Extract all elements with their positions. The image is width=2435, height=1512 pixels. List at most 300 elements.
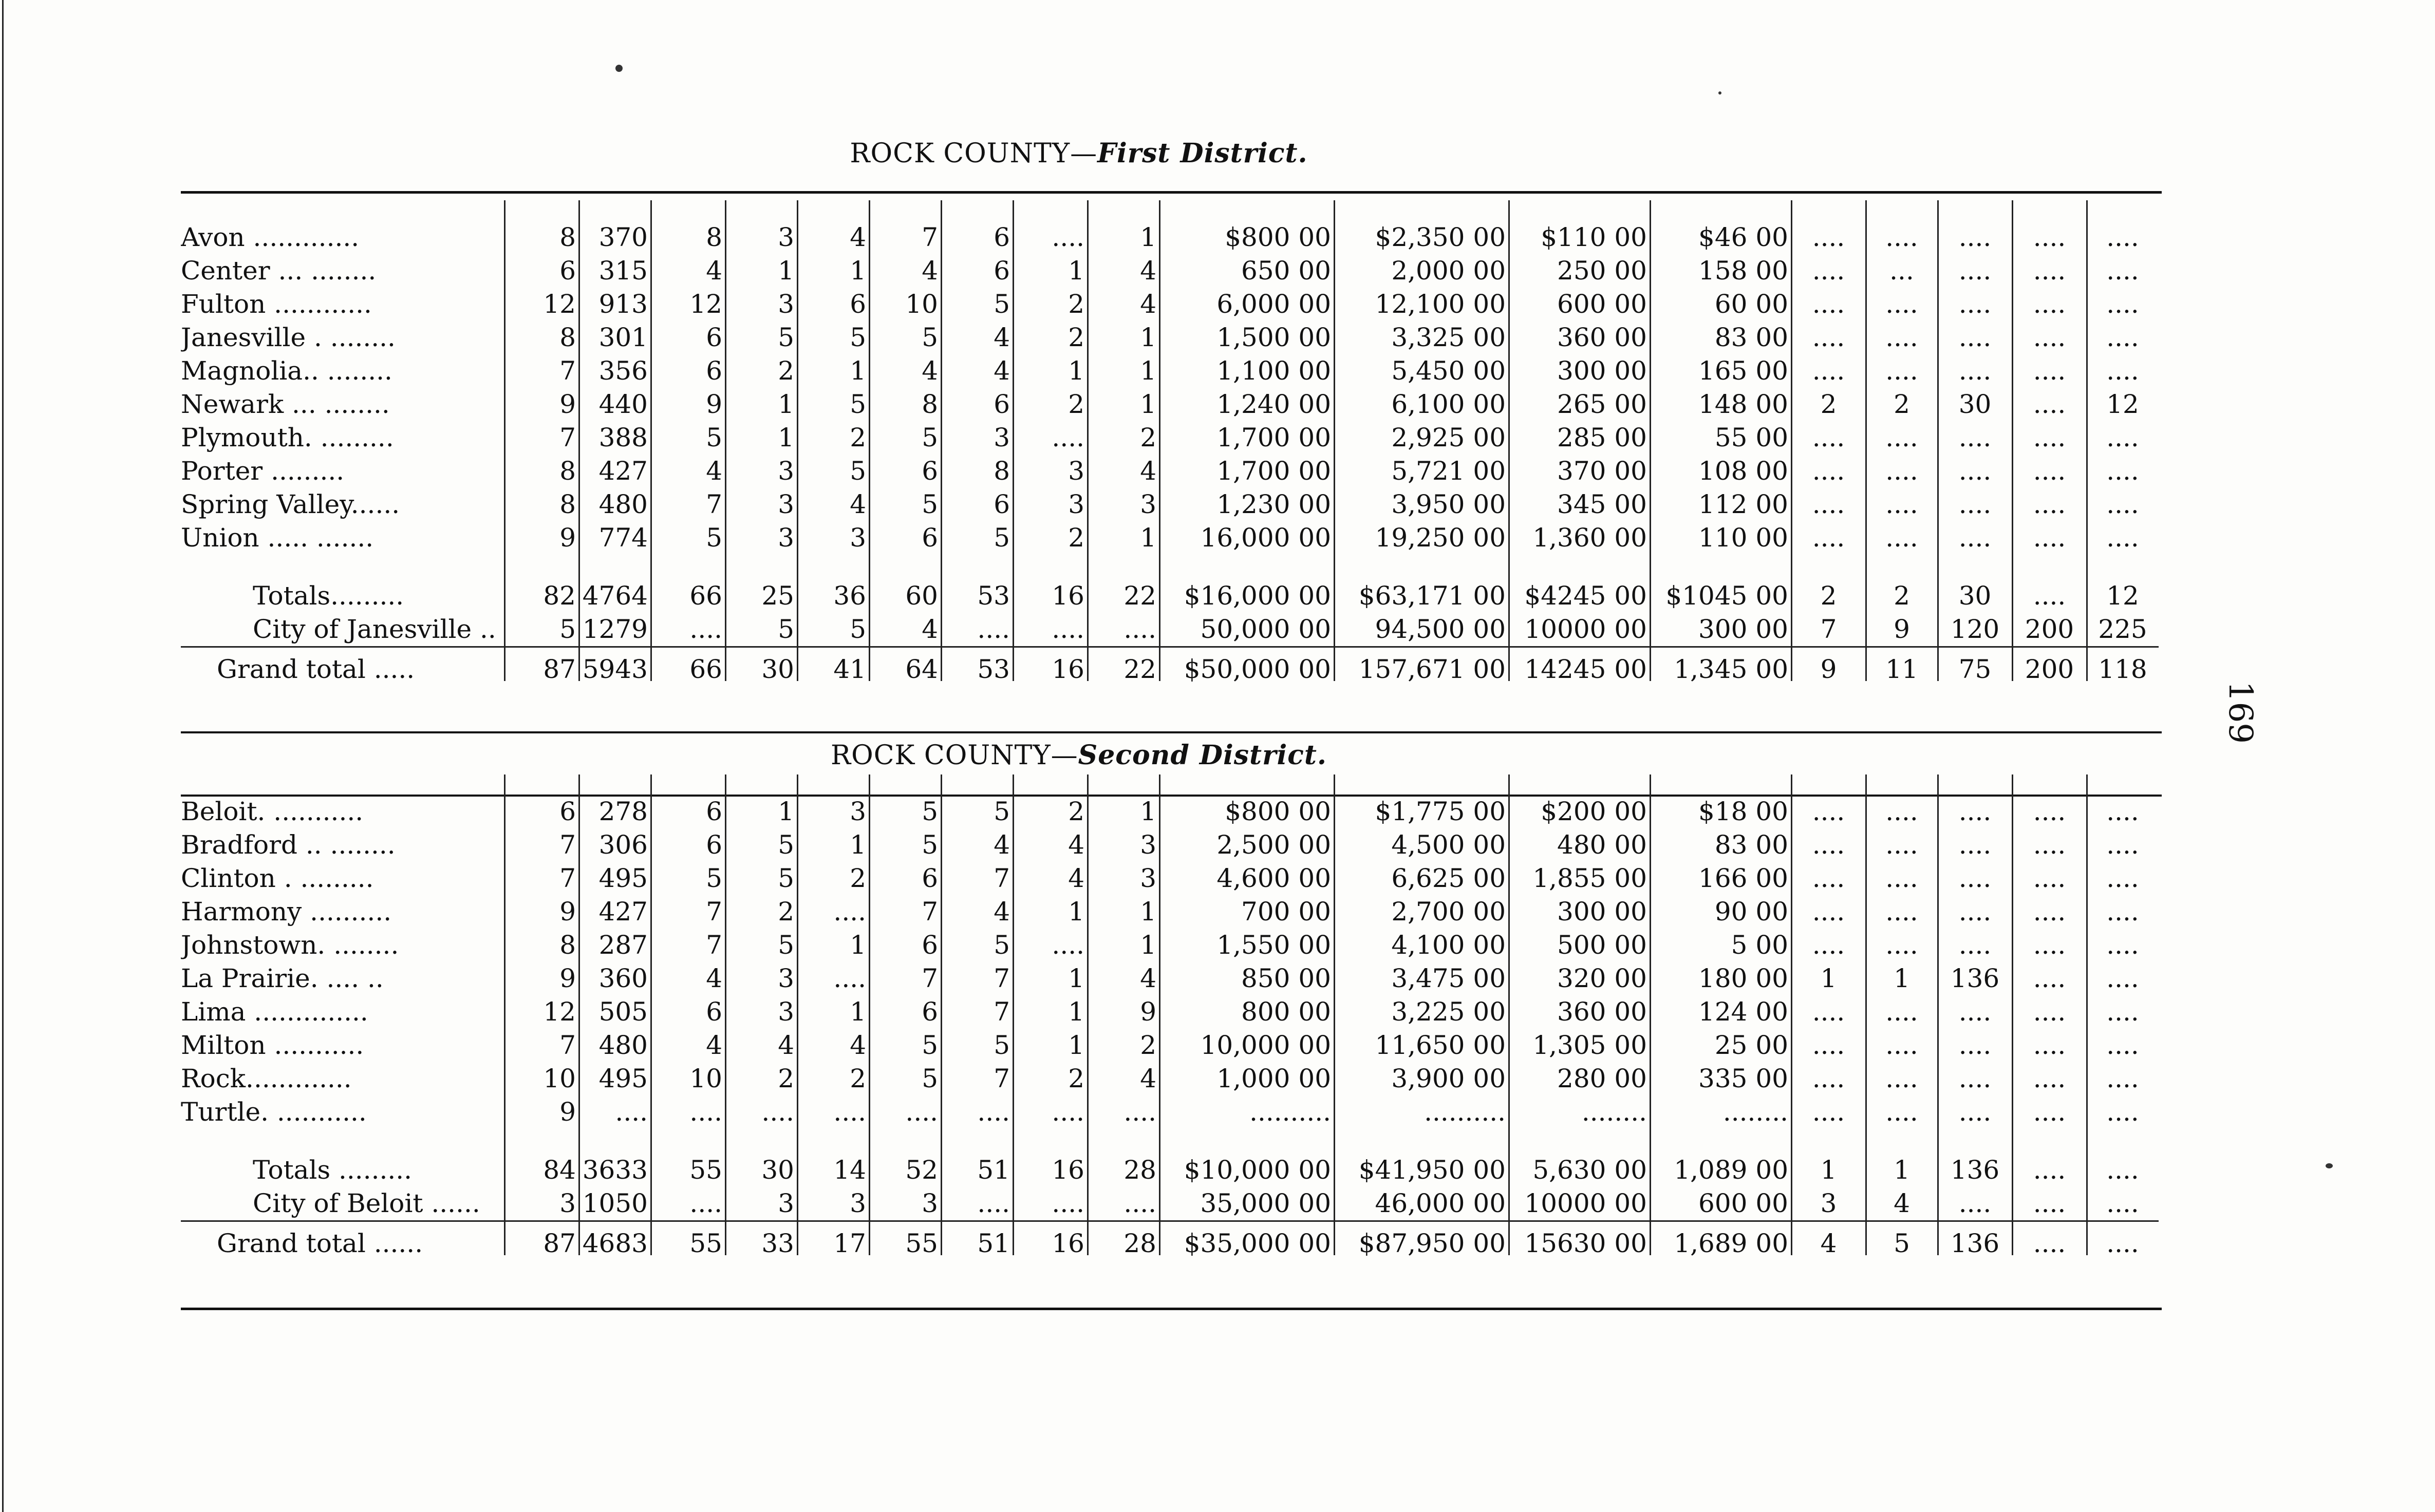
cell-col-9: 3 (1140, 489, 1156, 519)
cell-col-6: 7 (922, 222, 938, 252)
section-title-second-district (0, 740, 2158, 771)
cell-col-13: 124 00 (1698, 997, 1788, 1027)
cell-col-6: 6 (922, 930, 938, 960)
cell-col-15: .... (1885, 1064, 1918, 1093)
grand-total-row (181, 1227, 2159, 1260)
cell-col-14: .... (1812, 489, 1845, 519)
cell-col-3: 10 (689, 1064, 722, 1093)
town-name: Newark ... ........ (181, 389, 390, 419)
cell-col-9: .... (1123, 614, 1156, 644)
cell-col-15: 1 (1894, 963, 1910, 993)
cell-col-17: .... (2033, 997, 2066, 1027)
cell-col-16: .... (1958, 222, 1992, 252)
cell-col-15: .... (1885, 797, 1918, 826)
cell-col-2: 480 (598, 1030, 648, 1060)
cell-col-17: .... (2033, 423, 2066, 452)
cell-col-12: 1,305 00 (1532, 1030, 1647, 1060)
cell-col-1: 12 (543, 289, 576, 319)
table-row (181, 455, 2159, 488)
cell-col-12: 360 00 (1557, 997, 1647, 1027)
cell-col-4: 3 (778, 456, 794, 486)
cell-col-2: 480 (598, 489, 648, 519)
cell-col-4: 3 (778, 997, 794, 1027)
bottom-rule-second (181, 1308, 2162, 1310)
cell-col-8: 2 (1068, 289, 1084, 319)
cell-col-6: 4 (922, 614, 938, 644)
cell-col-7: 7 (994, 997, 1010, 1027)
cell-col-5: 1 (850, 930, 866, 960)
cell-col-14: .... (1812, 222, 1845, 252)
cell-col-3: 4 (706, 963, 722, 993)
cell-col-5: 14 (833, 1155, 866, 1185)
cell-col-4: 3 (778, 222, 794, 252)
cell-col-10: 1,700 00 (1216, 423, 1331, 452)
cell-col-14: .... (1812, 863, 1845, 893)
cell-col-15: .... (1885, 222, 1918, 252)
cell-col-2: 495 (598, 1064, 648, 1093)
title-main: ROCK COUNTY— (850, 138, 1098, 169)
cell-col-15: .... (1885, 930, 1918, 960)
cell-col-3: 8 (706, 222, 722, 252)
cell-col-9: 4 (1140, 456, 1156, 486)
cell-col-5: .... (833, 1097, 866, 1127)
cell-col-18: .... (2106, 1155, 2139, 1185)
column-rule (1508, 774, 1510, 1255)
column-rule (869, 774, 870, 1255)
column-rule (1937, 774, 1939, 1255)
cell-col-13: 148 00 (1698, 389, 1788, 419)
town-name: Bradford .. ........ (181, 830, 396, 860)
cell-col-18: .... (2106, 1188, 2139, 1218)
cell-col-6: 52 (905, 1155, 938, 1185)
cell-col-15: ... (1889, 256, 1914, 286)
cell-col-1: 7 (559, 863, 576, 893)
cell-col-2: 3633 (582, 1155, 648, 1185)
column-rule (1013, 774, 1014, 1255)
totals-row (181, 579, 2159, 613)
cell-col-11: 46,000 00 (1375, 1188, 1506, 1218)
cell-col-11: $2,350 00 (1375, 222, 1506, 252)
cell-col-14: 9 (1820, 654, 1837, 684)
cell-col-17: 200 (2025, 654, 2074, 684)
cell-col-7: 4 (994, 830, 1010, 860)
cell-col-11: 4,100 00 (1391, 930, 1506, 960)
cell-col-13: 1,345 00 (1674, 654, 1788, 684)
table-row (181, 795, 2159, 828)
cell-col-7: 6 (994, 222, 1010, 252)
cell-col-11: $87,950 00 (1358, 1228, 1506, 1258)
cell-col-15: .... (1885, 523, 1918, 553)
cell-col-5: 1 (850, 830, 866, 860)
cell-col-5: 6 (850, 289, 866, 319)
cell-col-6: 4 (922, 356, 938, 386)
cell-col-7: 5 (994, 1030, 1010, 1060)
column-rule (2012, 200, 2013, 681)
cell-col-8: .... (1052, 222, 1084, 252)
cell-col-7: 51 (977, 1228, 1010, 1258)
cell-col-16: .... (1958, 997, 1992, 1027)
cell-col-3: 7 (706, 489, 722, 519)
column-rule (725, 200, 726, 681)
cell-col-11: 3,950 00 (1391, 489, 1506, 519)
cell-col-7: 51 (977, 1155, 1010, 1185)
cell-col-2: 287 (598, 930, 648, 960)
town-name: Fulton ............ (181, 289, 372, 319)
cell-col-3: 12 (689, 289, 722, 319)
cell-col-4: 3 (778, 523, 794, 553)
cell-col-14: .... (1812, 930, 1845, 960)
cell-col-16: .... (1958, 1064, 1992, 1093)
cell-col-18: .... (2106, 1228, 2139, 1258)
cell-col-9: 1 (1140, 930, 1156, 960)
cell-col-16: .... (1958, 1188, 1992, 1218)
cell-col-11: 3,475 00 (1391, 963, 1506, 993)
cell-col-8: 16 (1052, 1155, 1084, 1185)
cell-col-5: .... (833, 963, 866, 993)
cell-col-13: 158 00 (1698, 256, 1788, 286)
cell-col-1: 7 (559, 830, 576, 860)
cell-col-3: 4 (706, 456, 722, 486)
page-number: 169 (2221, 681, 2260, 744)
cell-col-13: 5 00 (1731, 930, 1788, 960)
cell-col-1: 8 (559, 489, 576, 519)
cell-col-14: .... (1812, 797, 1845, 826)
cell-col-3: 4 (706, 256, 722, 286)
cell-col-13: 83 00 (1714, 323, 1788, 352)
cell-col-15: 11 (1885, 654, 1918, 684)
table-row (181, 354, 2159, 388)
town-name: Plymouth. ......... (181, 423, 394, 452)
table-row (181, 488, 2159, 521)
cell-col-12: 480 00 (1557, 830, 1647, 860)
spacer-row (181, 555, 2159, 579)
cell-col-4: 3 (778, 1188, 794, 1218)
cell-col-5: 1 (850, 256, 866, 286)
cell-col-2: 315 (598, 256, 648, 286)
cell-col-12: ........ (1581, 1097, 1647, 1127)
town-name: Harmony .......... (181, 897, 392, 927)
cell-col-15: .... (1885, 456, 1918, 486)
cell-col-14: .... (1812, 323, 1845, 352)
cell-col-5: 1 (850, 997, 866, 1027)
cell-col-10: 1,000 00 (1216, 1064, 1331, 1093)
cell-col-12: $110 00 (1541, 222, 1647, 252)
cell-col-3: 55 (689, 1228, 722, 1258)
cell-col-5: 17 (833, 1228, 866, 1258)
cell-col-3: 5 (706, 523, 722, 553)
cell-col-4: 1 (778, 797, 794, 826)
cell-col-13: 1,089 00 (1674, 1155, 1788, 1185)
cell-col-6: 60 (905, 581, 938, 611)
cell-col-10: 850 00 (1241, 963, 1331, 993)
cell-col-5: 2 (850, 423, 866, 452)
cell-col-4: 33 (761, 1228, 794, 1258)
cell-col-8: 2 (1068, 1064, 1084, 1093)
cell-col-4: 5 (778, 830, 794, 860)
cell-col-9: 1 (1140, 389, 1156, 419)
cell-col-14: .... (1812, 1064, 1845, 1093)
cell-col-16: .... (1958, 830, 1992, 860)
cell-col-5: 3 (850, 1188, 866, 1218)
cell-col-5: 1 (850, 356, 866, 386)
cell-col-10: 1,100 00 (1216, 356, 1331, 386)
cell-col-13: 1,689 00 (1674, 1228, 1788, 1258)
cell-col-18: .... (2106, 963, 2139, 993)
cell-col-17: .... (2033, 256, 2066, 286)
cell-col-9: .... (1123, 1188, 1156, 1218)
cell-col-13: 166 00 (1698, 863, 1788, 893)
cell-col-18: .... (2106, 997, 2139, 1027)
cell-col-10: 16,000 00 (1200, 523, 1331, 553)
cell-col-18: .... (2106, 863, 2139, 893)
cell-col-9: 4 (1140, 289, 1156, 319)
cell-col-1: 84 (543, 1155, 576, 1185)
cell-col-4: 2 (778, 356, 794, 386)
table-row (181, 929, 2159, 962)
town-name: Rock............. (181, 1064, 352, 1093)
cell-col-14: .... (1812, 356, 1845, 386)
column-rule (578, 200, 580, 681)
cell-col-11: 19,250 00 (1375, 523, 1506, 553)
cell-col-14: .... (1812, 1030, 1845, 1060)
cell-col-9: 3 (1140, 863, 1156, 893)
table-row (181, 1029, 2159, 1062)
cell-col-10: 1,230 00 (1216, 489, 1331, 519)
cell-col-17: .... (2033, 963, 2066, 993)
cell-col-7: 8 (994, 456, 1010, 486)
cell-col-17: .... (2033, 389, 2066, 419)
top-rule-first (181, 191, 2162, 194)
column-rule (1087, 774, 1089, 1255)
cell-col-11: $41,950 00 (1358, 1155, 1506, 1185)
cell-col-8: .... (1052, 1188, 1084, 1218)
cell-col-15: .... (1885, 997, 1918, 1027)
cell-col-10: 10,000 00 (1200, 1030, 1331, 1060)
cell-col-15: 2 (1894, 581, 1910, 611)
cell-col-18: .... (2106, 897, 2139, 927)
cell-col-6: 8 (922, 389, 938, 419)
cell-col-11: 11,650 00 (1375, 1030, 1506, 1060)
cell-col-5: 3 (850, 797, 866, 826)
cell-col-18: 12 (2106, 389, 2139, 419)
cell-col-6: 5 (922, 489, 938, 519)
cell-col-11: 6,625 00 (1391, 863, 1506, 893)
cell-col-3: 4 (706, 1030, 722, 1060)
cell-col-7: 4 (994, 323, 1010, 352)
town-name: Totals......... (253, 581, 404, 611)
cell-col-17: .... (2033, 456, 2066, 486)
cell-col-2: 4764 (582, 581, 648, 611)
cell-col-17: .... (2033, 1064, 2066, 1093)
cell-col-10: 700 00 (1241, 897, 1331, 927)
cell-col-7: 7 (994, 963, 1010, 993)
column-rule (2086, 774, 2088, 1255)
table-row (181, 288, 2159, 321)
cell-col-11: 2,000 00 (1391, 256, 1506, 286)
cell-col-7: 3 (994, 423, 1010, 452)
cell-col-10: 1,240 00 (1216, 389, 1331, 419)
town-name: La Prairie. .... .. (181, 963, 384, 993)
cell-col-16: .... (1958, 930, 1992, 960)
cell-col-15: .... (1885, 1097, 1918, 1127)
title-sub: First District. (1097, 138, 1308, 169)
cell-col-12: 265 00 (1557, 389, 1647, 419)
cell-col-7: 5 (994, 523, 1010, 553)
cell-col-8: 1 (1068, 997, 1084, 1027)
column-rule (650, 200, 652, 681)
cell-col-9: .... (1123, 1097, 1156, 1127)
cell-col-15: 9 (1894, 614, 1910, 644)
column-rule (578, 774, 580, 1255)
cell-col-14: .... (1812, 897, 1845, 927)
cell-col-1: 87 (543, 654, 576, 684)
cell-col-17: .... (2033, 523, 2066, 553)
cell-col-15: 2 (1894, 389, 1910, 419)
cell-col-16: .... (1958, 489, 1992, 519)
cell-col-1: 87 (543, 1228, 576, 1258)
town-name: Clinton . ......... (181, 863, 374, 893)
cell-col-15: .... (1885, 289, 1918, 319)
cell-col-9: 1 (1140, 323, 1156, 352)
cell-col-1: 6 (559, 256, 576, 286)
cell-col-12: $4245 00 (1524, 581, 1647, 611)
cell-col-17: .... (2033, 1097, 2066, 1127)
cell-col-7: 6 (994, 256, 1010, 286)
cell-col-13: $18 00 (1698, 797, 1788, 826)
column-rule (941, 200, 942, 681)
cell-col-4: .... (761, 1097, 794, 1127)
cell-col-5: 4 (850, 489, 866, 519)
cell-col-12: 370 00 (1557, 456, 1647, 486)
cell-col-16: .... (1958, 289, 1992, 319)
cell-col-13: ........ (1722, 1097, 1788, 1127)
town-name: Johnstown. ........ (181, 930, 399, 960)
cell-col-13: 300 00 (1698, 614, 1788, 644)
cell-col-16: 136 (1950, 1228, 2000, 1258)
cell-col-9: 3 (1140, 830, 1156, 860)
town-name: Lima .............. (181, 997, 368, 1027)
cell-col-9: 28 (1123, 1228, 1156, 1258)
cell-col-6: 5 (922, 423, 938, 452)
cell-col-13: 165 00 (1698, 356, 1788, 386)
cell-col-11: 3,900 00 (1391, 1064, 1506, 1093)
cell-col-8: 16 (1052, 581, 1084, 611)
cell-col-14: 2 (1820, 389, 1837, 419)
cell-col-1: 12 (543, 997, 576, 1027)
table-row (181, 221, 2159, 254)
cell-col-18: 118 (2098, 654, 2147, 684)
cell-col-7: 5 (994, 797, 1010, 826)
cell-col-13: $46 00 (1698, 222, 1788, 252)
cell-col-1: 9 (559, 897, 576, 927)
cell-col-6: 5 (922, 323, 938, 352)
cell-col-15: .... (1885, 423, 1918, 452)
cell-col-17: .... (2033, 897, 2066, 927)
cell-col-12: 500 00 (1557, 930, 1647, 960)
cell-col-8: 2 (1068, 523, 1084, 553)
cell-col-12: 10000 00 (1524, 1188, 1647, 1218)
town-name: Spring Valley...... (181, 489, 400, 519)
cell-col-18: .... (2106, 222, 2139, 252)
town-name: Center ... ........ (181, 256, 377, 286)
column-rule (1791, 774, 1792, 1255)
cell-col-4: 1 (778, 256, 794, 286)
cell-col-2: 427 (598, 897, 648, 927)
cell-col-8: 4 (1068, 830, 1084, 860)
cell-col-16: 136 (1950, 963, 2000, 993)
cell-col-11: 94,500 00 (1375, 614, 1506, 644)
cell-col-18: .... (2106, 830, 2139, 860)
cell-col-16: .... (1958, 897, 1992, 927)
cell-col-10: 650 00 (1241, 256, 1331, 286)
cell-col-17: .... (2033, 1030, 2066, 1060)
ink-speck (615, 65, 623, 72)
cell-col-4: 5 (778, 614, 794, 644)
cell-col-6: 55 (905, 1228, 938, 1258)
cell-col-14: .... (1812, 456, 1845, 486)
cell-col-17: .... (2033, 830, 2066, 860)
cell-col-7: 53 (977, 654, 1010, 684)
cell-col-11: $63,171 00 (1358, 581, 1506, 611)
cell-col-4: 1 (778, 423, 794, 452)
cell-col-2: 356 (598, 356, 648, 386)
cell-col-13: 25 00 (1714, 1030, 1788, 1060)
cell-col-4: 3 (778, 963, 794, 993)
town-name: Grand total ..... (217, 654, 415, 684)
cell-col-13: 180 00 (1698, 963, 1788, 993)
cell-col-15: 1 (1894, 1155, 1910, 1185)
cell-col-15: .... (1885, 323, 1918, 352)
cell-col-18: .... (2106, 356, 2139, 386)
cell-col-10: $800 00 (1225, 797, 1331, 826)
cell-col-7: .... (977, 1188, 1010, 1218)
cell-col-13: 110 00 (1698, 523, 1788, 553)
cell-col-12: 320 00 (1557, 963, 1647, 993)
cell-col-10: $10,000 00 (1184, 1155, 1331, 1185)
cell-col-4: 5 (778, 323, 794, 352)
cell-col-11: 157,671 00 (1358, 654, 1506, 684)
title-main: ROCK COUNTY— (830, 740, 1078, 771)
cell-col-7: .... (977, 1097, 1010, 1127)
cell-col-3: 5 (706, 863, 722, 893)
column-rule (1013, 200, 1014, 681)
cell-col-2: 440 (598, 389, 648, 419)
cell-col-18: .... (2106, 1097, 2139, 1127)
cell-col-1: 3 (559, 1188, 576, 1218)
cell-col-4: 2 (778, 1064, 794, 1093)
cell-col-8: 2 (1068, 323, 1084, 352)
cell-col-8: 3 (1068, 489, 1084, 519)
cell-col-5: 5 (850, 614, 866, 644)
cell-col-13: 112 00 (1698, 489, 1788, 519)
cell-col-2: 370 (598, 222, 648, 252)
cell-col-8: 1 (1068, 1030, 1084, 1060)
title-sub: Second District. (1078, 740, 1327, 771)
cell-col-6: 6 (922, 997, 938, 1027)
cell-col-2: 1279 (582, 614, 648, 644)
cell-col-11: 12,100 00 (1375, 289, 1506, 319)
cell-col-3: .... (689, 1097, 722, 1127)
table-second-district (181, 795, 2159, 1260)
cell-col-8: 16 (1052, 1228, 1084, 1258)
cell-col-17: .... (2033, 930, 2066, 960)
cell-col-4: 4 (778, 1030, 794, 1060)
cell-col-5: 5 (850, 389, 866, 419)
cell-col-11: 5,721 00 (1391, 456, 1506, 486)
cell-col-4: 3 (778, 489, 794, 519)
cell-col-11: .......... (1424, 1097, 1506, 1127)
cell-col-17: .... (2033, 581, 2066, 611)
